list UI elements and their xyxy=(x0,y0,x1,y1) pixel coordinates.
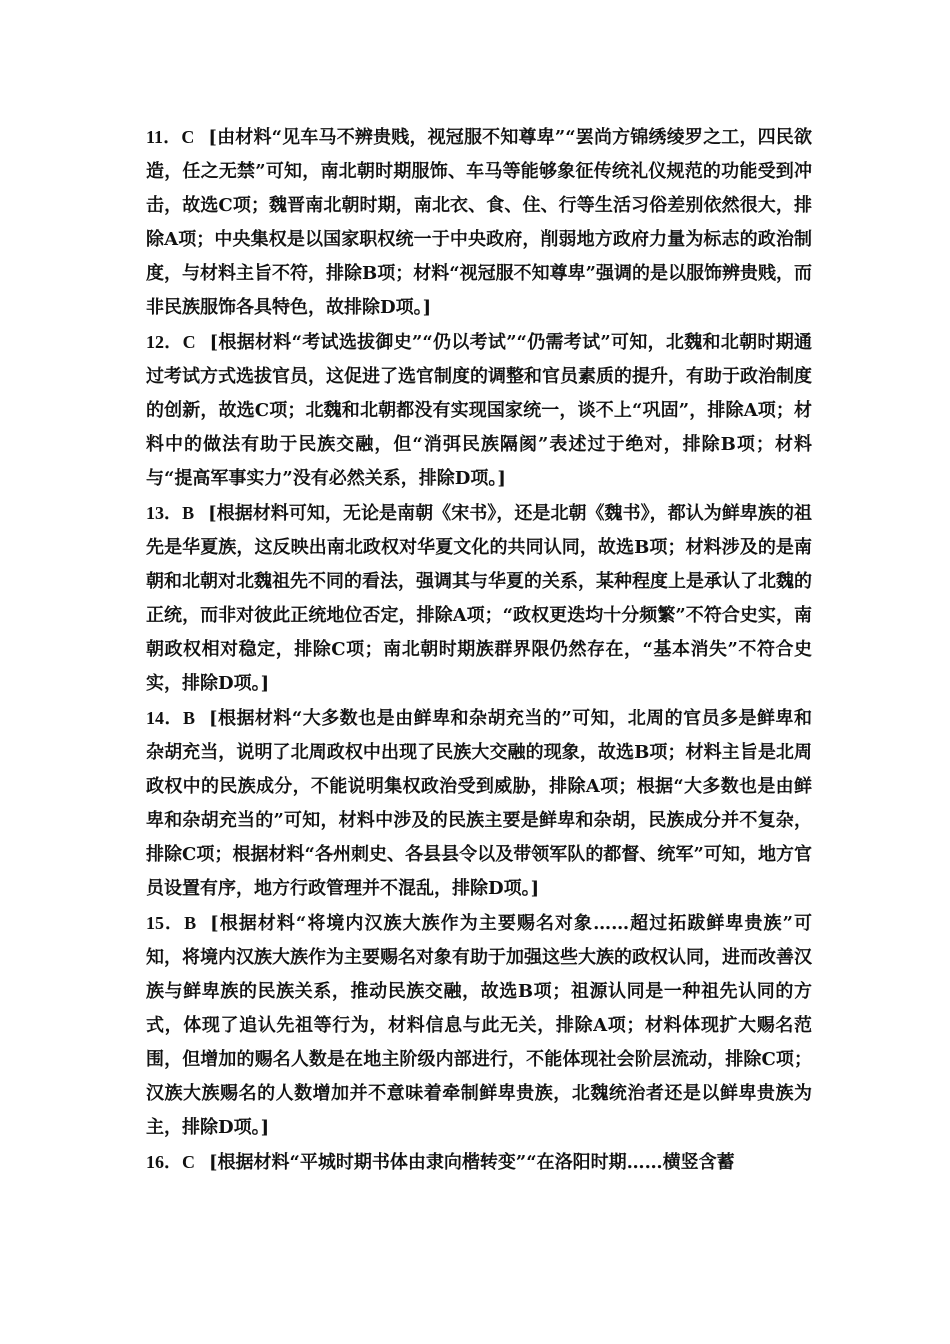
answer-number: 16． xyxy=(146,1152,182,1172)
answer-letter: B xyxy=(182,503,195,523)
answer-letter: C xyxy=(182,332,196,352)
answer-document xyxy=(146,120,812,1180)
answer-item-11 xyxy=(146,120,812,325)
answer-item-16 xyxy=(146,1145,812,1180)
answer-letter: C xyxy=(182,1152,195,1172)
answer-letter: B xyxy=(184,913,197,933)
answer-item-14 xyxy=(146,701,812,906)
answer-item-15 xyxy=(146,906,812,1145)
answer-number: 15． xyxy=(146,913,185,933)
answer-item-12 xyxy=(146,325,812,496)
answer-item-13 xyxy=(146,496,812,701)
answer-letter: B xyxy=(182,708,195,728)
answer-number: 11． xyxy=(146,127,182,147)
answer-number: 14． xyxy=(146,708,183,728)
answer-number: 13． xyxy=(146,503,183,523)
answer-number: 12． xyxy=(146,332,183,352)
answer-letter: C xyxy=(181,127,195,147)
answer-explanation: [根据材料“平城时期书体由隶向楷转变”“在洛阳时期……横竖含蓄 xyxy=(209,1152,735,1173)
answer-explanation: [根据材料“大多数也是由鲜卑和杂胡充当的”可知，北周的官员多是鲜卑和杂胡充当，说明了北周政权中出现了民族大交融的现象，故选B项；材料主旨是北周政权中的民族成分，不能说明集权政治受到威胁，排除A项；根据“大多数也是由鲜卑和杂胡充当的”可知，材料中涉及的民族主要是鲜卑和杂胡，民族成分并不复杂，排除C项；根据材料“各州刺史、各县县令以及带领军队的都督、统军”可知，地方官员设置有序，地方行政管理并不混乱，排除D项。] xyxy=(146,708,812,899)
answer-explanation: [由材料“见车马不辨贵贱，视冠服不知尊卑”“罢尚方锦绣绫罗之工，四民欲造，任之无禁”可知，南北朝时期服饰、车马等能够象征传统礼仪规范的功能受到冲击，故选C项；魏晋南北朝时期，南北衣、食、住、行等生活习俗差别依然很大，排除A项；中央集权是以国家职权统一于中央政府，削弱地方政府力量为标志的政治制度，与材料主旨不符，排除B项；材料“视冠服不知尊卑”强调的是以服饰辨贵贱，而非民族服饰各具特色，故排除D项。] xyxy=(146,127,812,318)
answer-explanation: [根据材料“将境内汉族大族作为主要赐名对象……超过拓跋鲜卑贵族”可知，将境内汉族大族作为主要赐名对象有助于加强这些大族的政权认同，进而改善汉族与鲜卑族的民族关系，推动民族交融，故选B项；祖源认同是一种祖先认同的方式，体现了追认先祖等行为，材料信息与此无关，排除A项；材料体现扩大赐名范围，但增加的赐名人数是在地主阶级内部进行，不能体现社会阶层流动，排除C项；汉族大族赐名的人数增加并不意味着牵制鲜卑贵族，北魏统治者还是以鲜卑贵族为主，排除D项。] xyxy=(146,913,812,1138)
answer-explanation: [根据材料可知，无论是南朝《宋书》，还是北朝《魏书》，都认为鲜卑族的祖先是华夏族，这反映出南北政权对华夏文化的共同认同，故选B项；材料涉及的是南朝和北朝对北魏祖先不同的看法，强调其与华夏的关系，某种程度上是承认了北魏的正统，而非对彼此正统地位否定，排除A项；“政权更迭均十分频繁”不符合史实，南朝政权相对稳定，排除C项；南北朝时期族群界限仍然存在，“基本消失”不符合史实，排除D项。] xyxy=(146,503,813,694)
answer-explanation: [根据材料“考试选拔御史”“仍以考试”“仍需考试”可知，北魏和北朝时期通过考试方式选拔官员，这促进了选官制度的调整和官员素质的提升，有助于政治制度的创新，故选C项；北魏和北朝都没有实现国家统一，谈不上“巩固”，排除A项；材料中的做法有助于民族交融，但“消弭民族隔阂”表述过于绝对，排除B项；材料与“提高军事实力”没有必然关系，排除D项。] xyxy=(146,332,812,489)
